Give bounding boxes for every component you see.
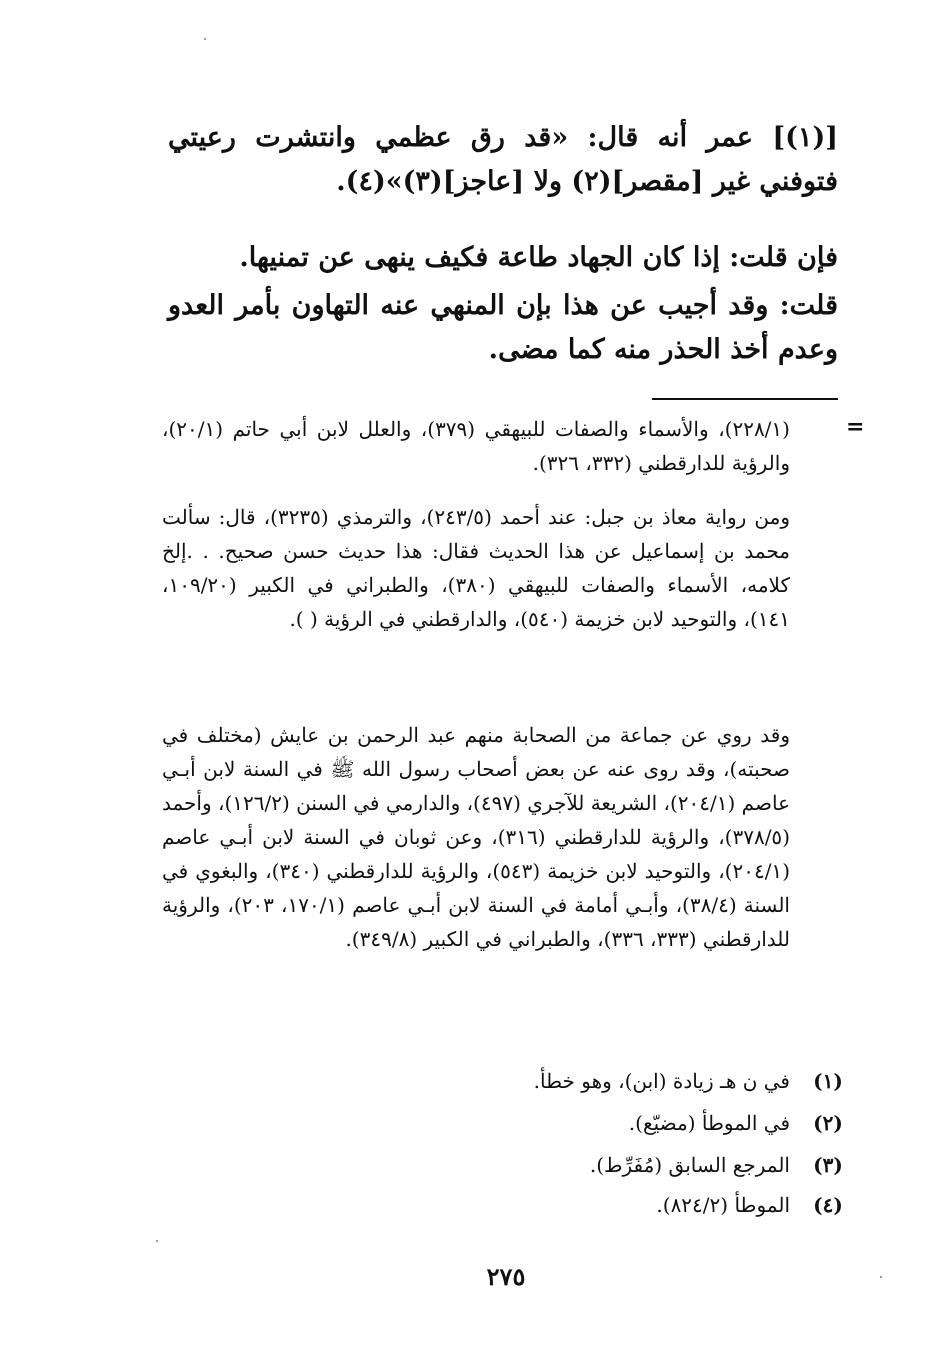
body-paragraph-question: فإن قلت: إذا كان الجهاد طاعة فكيف ينهى عن تمنيها. — [239, 242, 838, 273]
page-number: ٢٧٥ — [486, 1262, 526, 1291]
footnote-text: في ن هـ زيادة (ابن)، وهو خطأ. — [533, 1069, 790, 1093]
footnote-separator — [652, 398, 838, 400]
scan-speck — [204, 38, 206, 40]
footnote-number: (٤) — [813, 1193, 843, 1217]
body-paragraph-answer: قلت: وقد أجيب عن هذا بإن المنهي عنه التهاون بأمر العدو وعدم أخذ الحذر منه كما مضى. — [168, 290, 838, 365]
body-paragraph-quote: [(١)] عمر أنه قال: «قد رق عظمي وانتشرت رعيتي فتوفني غير [مقصر](٢) ولا [عاجز](٣)»(٤). — [168, 122, 838, 197]
footnote-number: (٣) — [813, 1153, 843, 1177]
footnote-text: في الموطأ (مضيّع). — [628, 1111, 790, 1135]
footnote-continued-text-1: (٢٢٨/١)، والأسماء والصفات للبيهقي (٣٧٩)، والعلل لابن أبي حاتم (٢٠/١)، والرؤية للدارقطني (٣٣٢، ٣٢٦). — [162, 417, 790, 475]
footnote-1 — [198, 1066, 848, 1096]
footnote-number: (٢) — [813, 1111, 843, 1135]
scan-speck — [156, 1240, 158, 1242]
scan-speck — [880, 1276, 882, 1278]
footnote-continued-text-3: وقد روي عن جماعة من الصحابة منهم عبد الرحمن بن عايش (مختلف في صحبته)، وقد روى عنه عن بعض أصحاب رسول الله ﷺ في السنة لابن أبـي عاصم (٢٠٤/١)، الشريعة للآجري (٤٩٧)، والدارمي في السنن (١٢٦/٢)، وأحمد (٣٧٨/٥)، والرؤية للدارقطني (٣١٦)، وعن ثوبان في السنة لابن أبـي عاصم (٢٠٤/١)، والتوحيد لابن خزيمة (٥٤٣)، والرؤية للدارقطني (٣٤٠)، والبغوي في السنة (٣٨/٤)، وأبـي أمامة في السنة لابن أبـي عاصم (١٧٠/١، ٢٠٣)، والرؤية للدارقطني (٣٣٣، ٣٣٦)، والطبراني في الكبير (٣٤٩/٨). — [162, 723, 790, 951]
footnote-3 — [198, 1150, 848, 1180]
footnote-text: الموطأ (٨٢٤/٢). — [656, 1193, 790, 1217]
footnote-continued-text-2: ومن رواية معاذ بن جبل: عند أحمد (٢٤٣/٥)، والترمذي (٣٢٣٥)، قال: سألت محمد بن إسماعيل عن هذا الحديث فقال: هذا حديث حسن صحيح. . .إلخ كلامه، الأسماء والصفات للبيهقي (٣٨٠)، والطبراني في الكبير (١٠٩/٢٠، ١٤١)، والتوحيد لابن خزيمة (٥٤٠)، والدارقطني في الرؤية ( ). — [162, 505, 790, 631]
footnote-2 — [198, 1108, 848, 1138]
footnote-number: (١) — [813, 1069, 843, 1093]
footnote-4 — [198, 1190, 848, 1220]
footnote-text: المرجع السابق (مُفَرِّط). — [589, 1153, 790, 1177]
footnote-continuation-marker: = — [846, 414, 865, 440]
